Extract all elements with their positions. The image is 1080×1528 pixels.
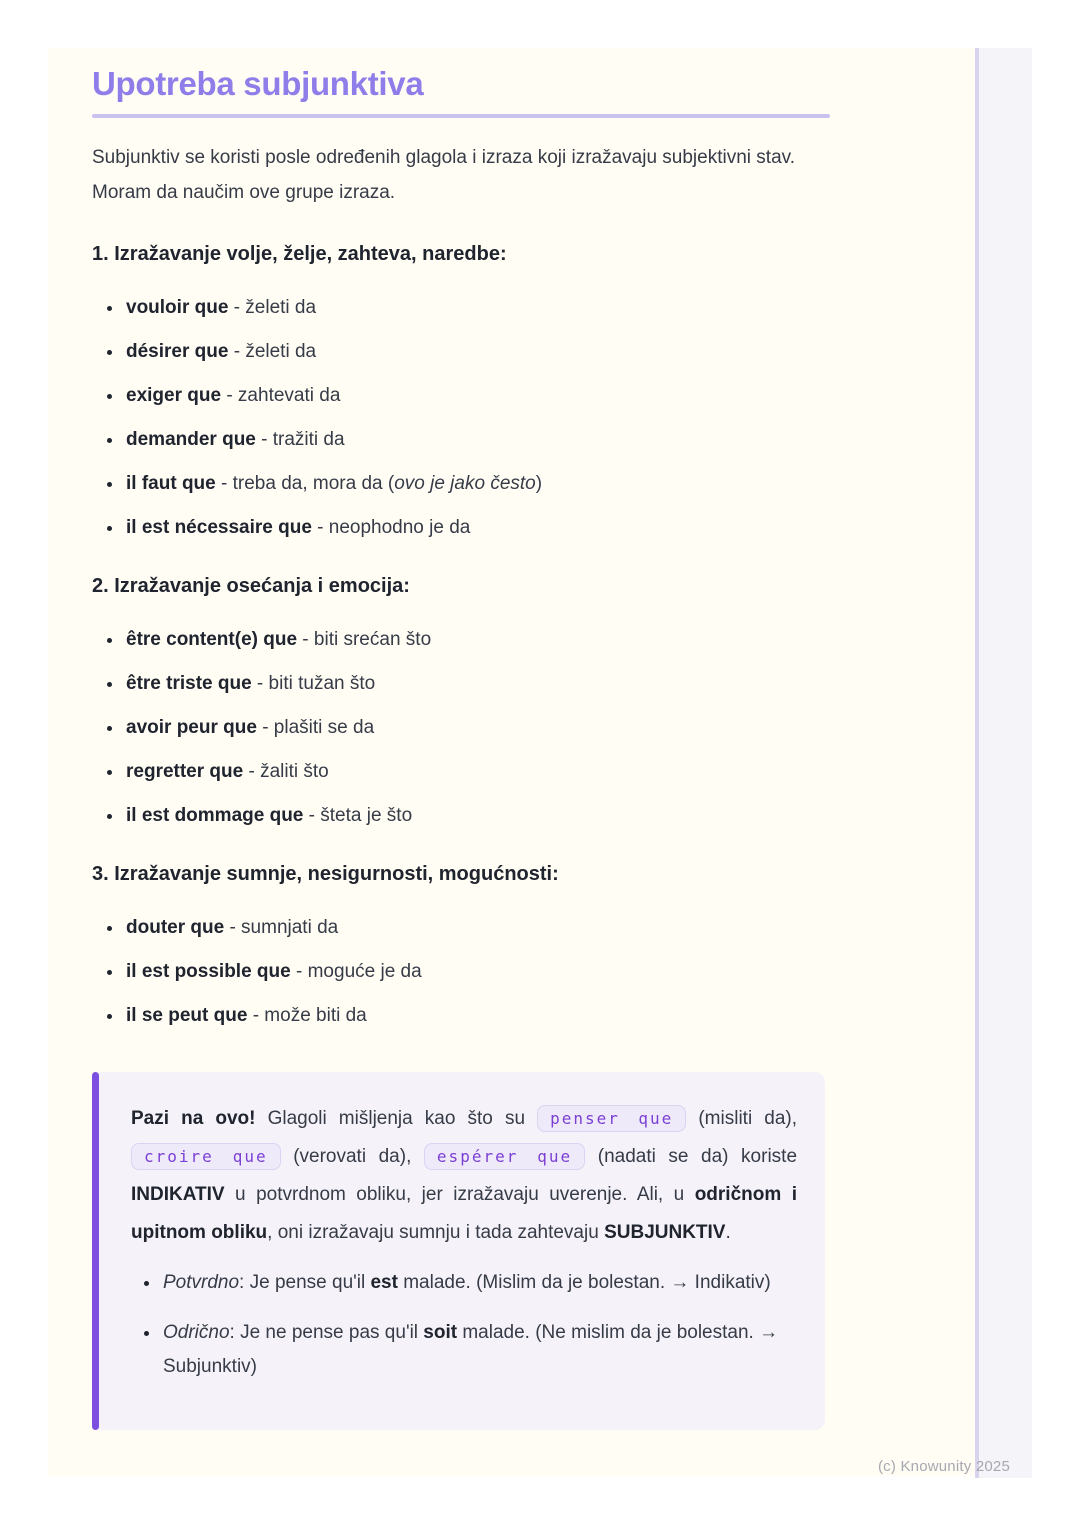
- text-segment: - tražiti da: [255, 429, 345, 450]
- text-segment: : Je ne pense pas qu'il: [229, 1322, 424, 1343]
- callout-list: [131, 1266, 797, 1384]
- text-segment: soit: [423, 1322, 458, 1343]
- text-segment: malade. (Mislim da je bolestan. → Indikativ): [397, 1272, 771, 1293]
- section-1-list: [92, 294, 830, 542]
- text-segment: , oni izražavaju sumnju i tada zahtevaju: [267, 1222, 605, 1243]
- inline-code-chip: croire que: [131, 1143, 281, 1170]
- list-item: [124, 626, 830, 654]
- text-segment: (verovati da),: [280, 1146, 424, 1167]
- list-item: [124, 514, 830, 542]
- text-segment: - želeti da: [228, 297, 317, 318]
- text-segment: .: [725, 1222, 731, 1243]
- text-segment: demander que: [126, 429, 256, 450]
- callout-box: [92, 1072, 825, 1430]
- text-segment: avoir peur que: [126, 717, 257, 738]
- text-segment: : Je pense qu'il: [239, 1272, 371, 1293]
- text-segment: exiger que: [126, 385, 222, 406]
- text-segment: regretter que: [126, 761, 244, 782]
- list-item: [124, 294, 830, 322]
- text-segment: (misliti da),: [686, 1108, 798, 1129]
- title-underline: [92, 114, 830, 118]
- note-content: [92, 62, 830, 1430]
- text-segment: - žaliti što: [243, 761, 329, 782]
- section-2-heading: 2. Izražavanje osećanja i emocija:: [92, 575, 410, 597]
- text-segment: il est nécessaire que: [126, 517, 312, 538]
- text-segment: - šteta je što: [303, 805, 413, 826]
- list-item: [124, 382, 830, 410]
- section-2-list: [92, 626, 830, 830]
- text-segment: SUBJUNKTIV: [604, 1222, 726, 1243]
- callout-paragraph: [131, 1100, 797, 1252]
- list-item: [124, 802, 830, 830]
- list-item: [124, 758, 830, 786]
- callout-list-item: [161, 1266, 797, 1300]
- text-segment: vouloir que: [126, 297, 229, 318]
- text-segment: être content(e) que: [126, 629, 298, 650]
- inline-code-chip: penser que: [537, 1105, 686, 1132]
- right-margin-strip: [979, 48, 1032, 1478]
- text-segment: être triste que: [126, 673, 252, 694]
- text-segment: (nadati se da) koriste: [585, 1146, 798, 1167]
- list-item: [124, 470, 830, 498]
- inline-code-chip: espérer que: [424, 1143, 585, 1170]
- text-segment: - sumnjati da: [224, 917, 339, 938]
- list-item: [124, 958, 830, 986]
- section-1-heading: 1. Izražavanje volje, želje, zahteva, naredbe:: [92, 243, 507, 265]
- text-segment: - moguće je da: [290, 961, 422, 982]
- text-segment: il est dommage que: [126, 805, 304, 826]
- callout-accent-bar: [92, 1072, 99, 1430]
- callout-list-item: [161, 1316, 797, 1384]
- text-segment: il faut que: [126, 473, 216, 494]
- page-title: Upotreba subjunktiva: [92, 65, 424, 102]
- list-item: [124, 1002, 830, 1030]
- text-segment: Odrično: [163, 1322, 230, 1343]
- text-segment: - biti srećan što: [297, 629, 432, 650]
- text-segment: il est possible que: [126, 961, 291, 982]
- text-segment: Glagoli mišljenja kao što su: [255, 1108, 538, 1129]
- list-item: [124, 338, 830, 366]
- list-item: [124, 426, 830, 454]
- text-segment: douter que: [126, 917, 225, 938]
- note-page-card: [48, 48, 975, 1476]
- text-segment: - treba da, mora da (: [215, 473, 395, 494]
- text-segment: il se peut que: [126, 1005, 248, 1026]
- list-item: [124, 714, 830, 742]
- text-segment: Potvrdno: [163, 1272, 240, 1293]
- text-segment: ): [535, 473, 543, 494]
- text-segment: - plašiti se da: [256, 717, 375, 738]
- text-segment: - želeti da: [228, 341, 317, 362]
- text-segment: désirer que: [126, 341, 229, 362]
- text-segment: Pazi na ovo!: [131, 1108, 256, 1129]
- intro-paragraph: Subjunktiv se koristi posle određenih glagola i izraza koji izražavaju subjektivni stav. Moram da naučim ove grupe izraza.: [92, 147, 795, 203]
- text-segment: INDIKATIV: [131, 1184, 225, 1205]
- text-segment: - može biti da: [247, 1005, 367, 1026]
- list-item: [124, 670, 830, 698]
- text-segment: est: [370, 1272, 398, 1293]
- text-segment: - neophodno je da: [311, 517, 471, 538]
- text-segment: ovo je jako često: [394, 473, 536, 494]
- footer-credit: (c) Knowunity 2025: [877, 1458, 1010, 1475]
- text-segment: malade. (Ne mislim da je bolestan. → Subjunktiv): [163, 1322, 779, 1377]
- list-item: [124, 914, 830, 942]
- text-segment: odričnom i upitnom obliku: [131, 1184, 797, 1243]
- text-segment: - zahtevati da: [221, 385, 341, 406]
- section-3-list: [92, 914, 830, 1030]
- section-3-heading: 3. Izražavanje sumnje, nesigurnosti, mogućnosti:: [92, 863, 559, 885]
- text-segment: - biti tužan što: [251, 673, 376, 694]
- text-segment: u potvrdnom obliku, jer izražavaju uverenje. Ali, u: [224, 1184, 695, 1205]
